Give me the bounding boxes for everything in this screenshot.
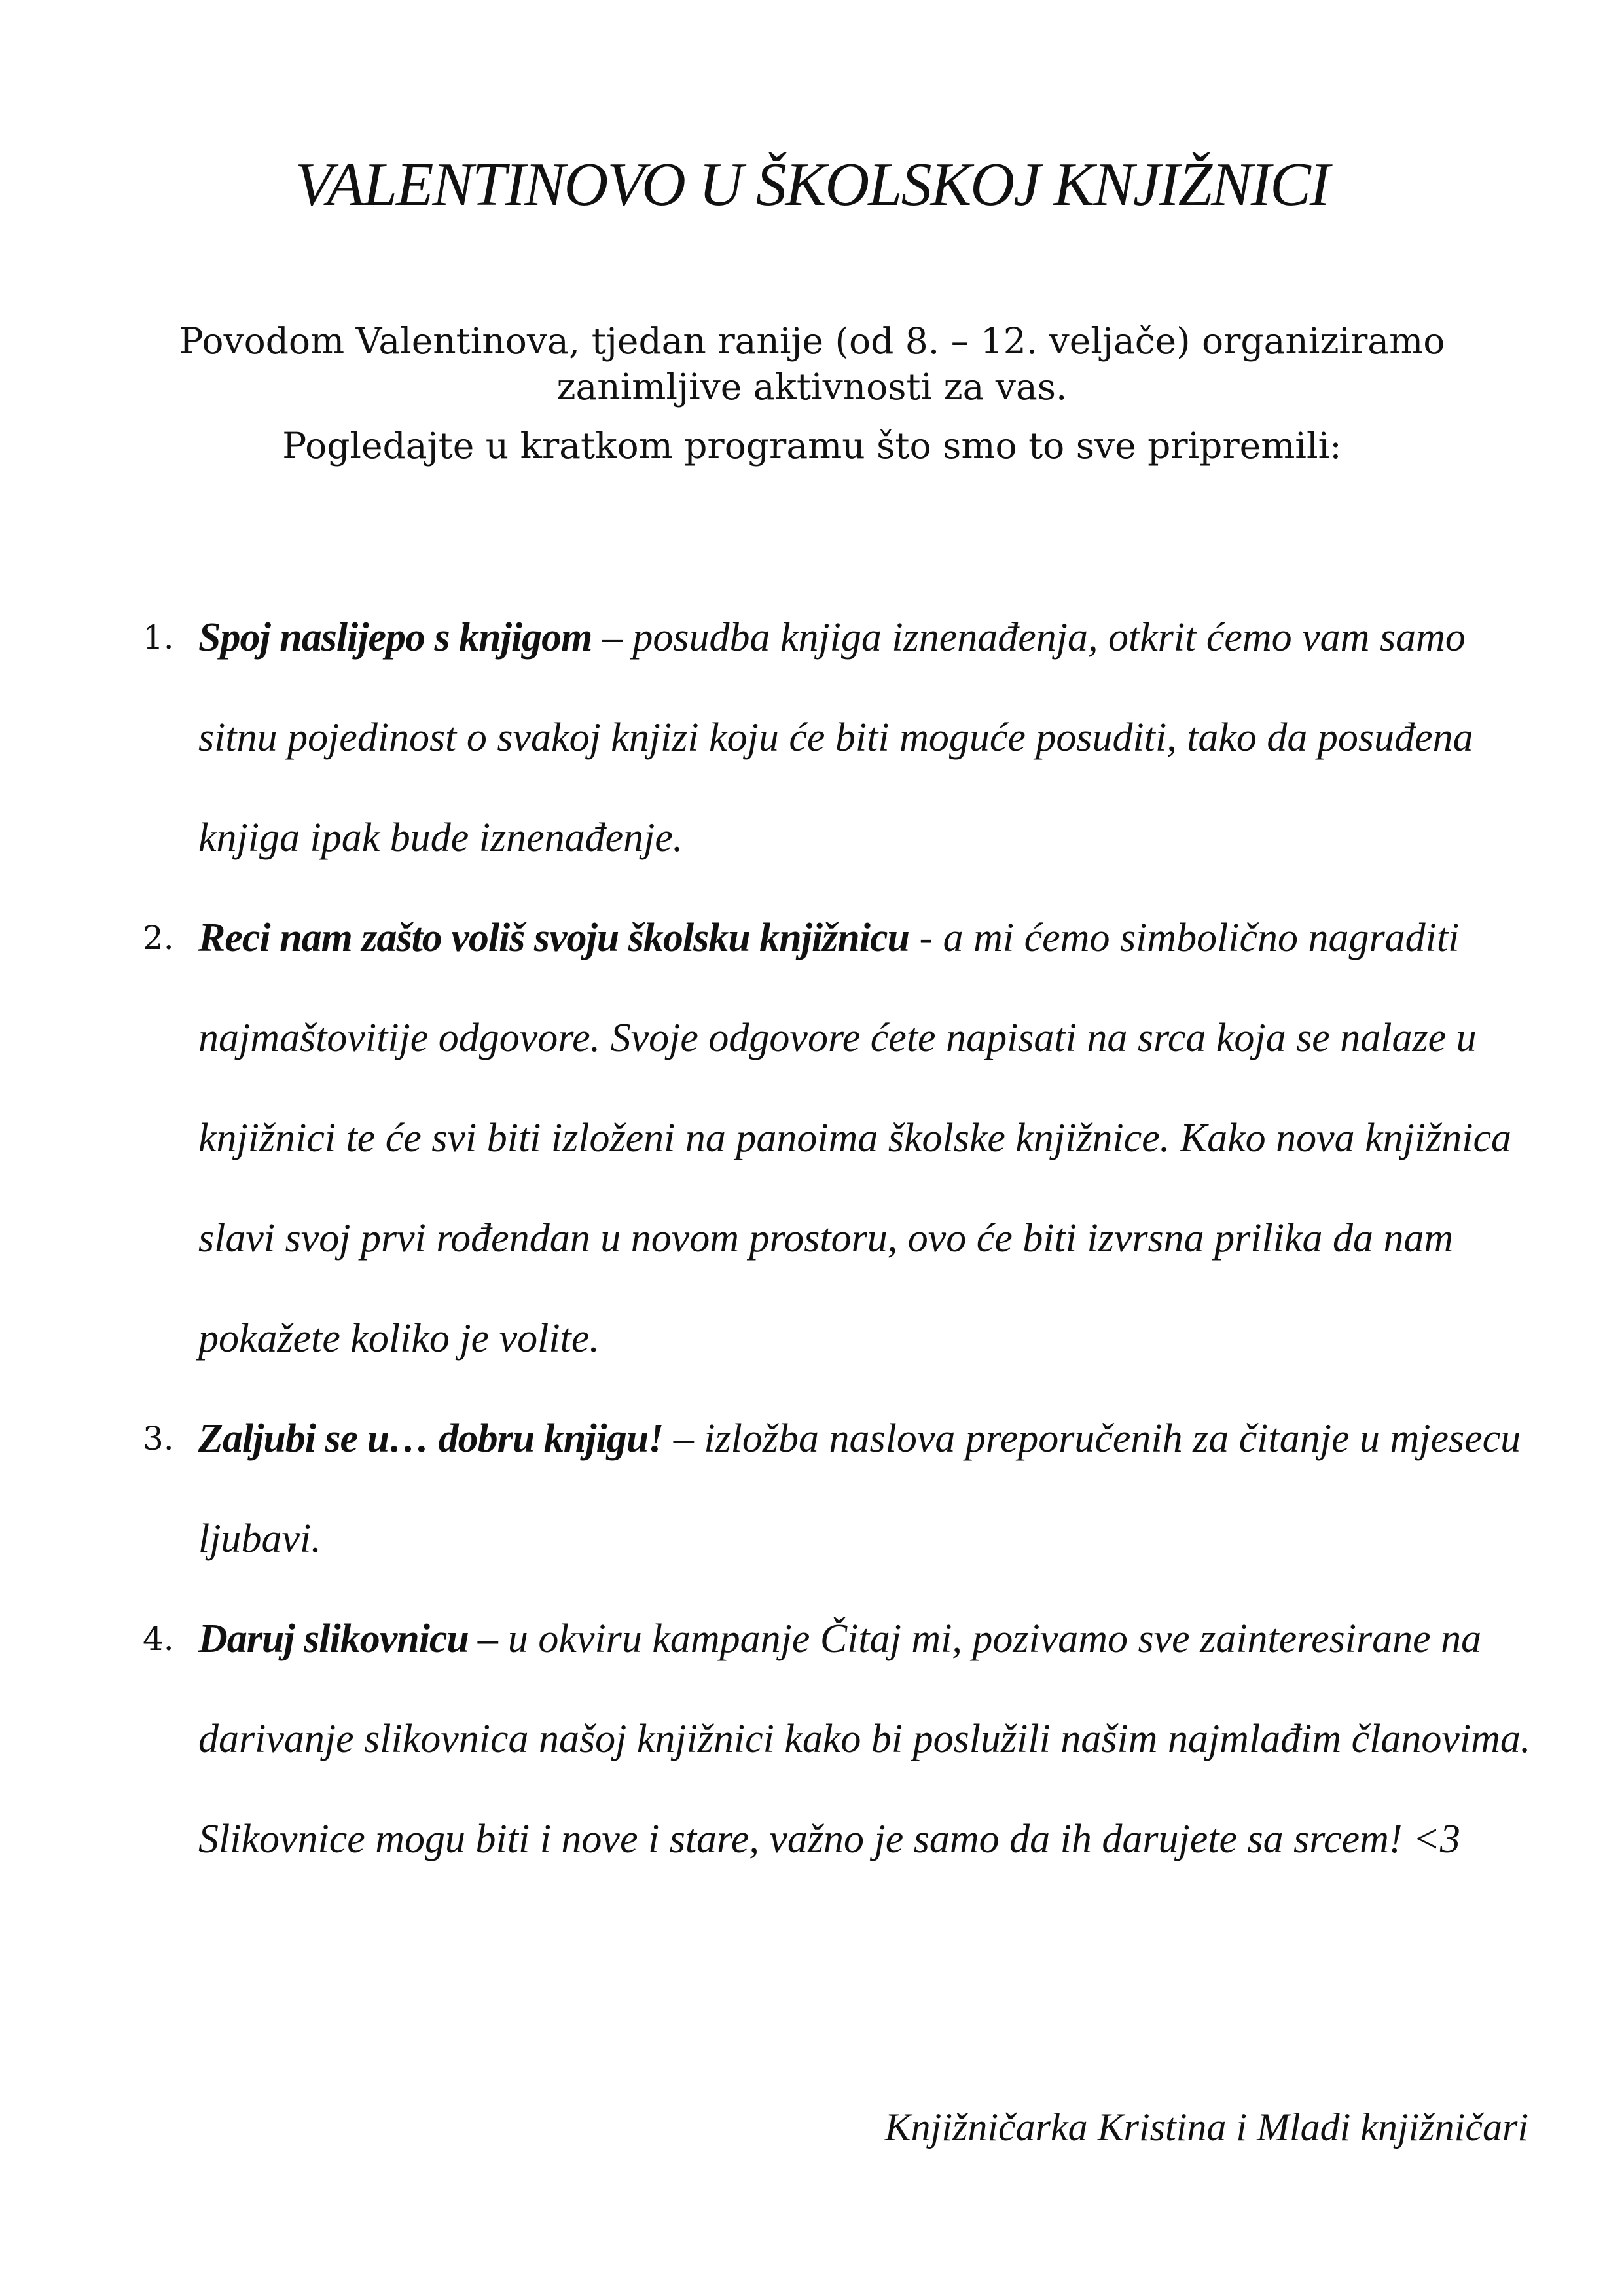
list-item [143,588,1543,888]
signature: Knjižničarka Kristina i Mladi knjižničari [884,2106,1528,2149]
list-item [143,888,1543,1389]
list-item [143,1589,1543,1890]
intro-text [131,318,1493,469]
list-item-text: - a mi ćemo simbolično nagraditi najmaštovitije odgovore. Svoje odgovore ćete napisati na srca koja se nalaze u knjižnici te će svi biti izloženi na panoima školske knjižnice. Kako nova knjižnica slavi svoj prvi rođendan u novom prostoru, ovo će biti izvrsna prilika da nam pokažete koliko je volite. [198,916,1511,1361]
list-item-text: – posudba knjiga iznenađenja, otkrit ćemo vam samo sitnu pojedinost o svakoj knjizi koju će biti moguće posuditi, tako da posuđena knjiga ipak bude iznenađenje. [198,615,1473,860]
list-item-lead: Reci nam zašto voliš svoju školsku knjižnicu [198,916,909,960]
list-item-number: 3. [143,1420,174,1458]
activity-list [143,588,1543,1890]
list-item-number: 4. [143,1620,174,1658]
intro-line-2: Pogledajte u kratkom programu što smo to sve pripremili: [282,425,1342,467]
list-item-lead: Spoj naslijepo s knjigom [198,615,592,660]
list-item-text: u okviru kampanje Čitaj mi, pozivamo sve zainteresirane na darivanje slikovnica našoj knjižnici kako bi poslužili našim najmlađim članovima. Slikovnice mogu biti i nove i stare, važno je samo da ih darujete sa srcem! <3 [198,1617,1531,1861]
list-item-number: 2. [143,919,174,957]
list-item-lead: Daruj slikovnicu – [198,1617,498,1661]
intro-line-1: Povodom Valentinova, tjedan ranije (od 8. – 12. veljače) organiziramo zanimljive aktivnosti za vas. [179,320,1445,408]
list-item [143,1389,1543,1589]
list-item-text: – izložba naslova preporučenih za čitanje u mjesecu ljubavi. [198,1416,1521,1561]
list-item-number: 1. [143,619,174,656]
document-title: VALENTINOVO U ŠKOLSKOJ KNJIŽNICI [295,151,1329,219]
list-item-lead: Zaljubi se u… dobru knjigu! [198,1416,664,1461]
